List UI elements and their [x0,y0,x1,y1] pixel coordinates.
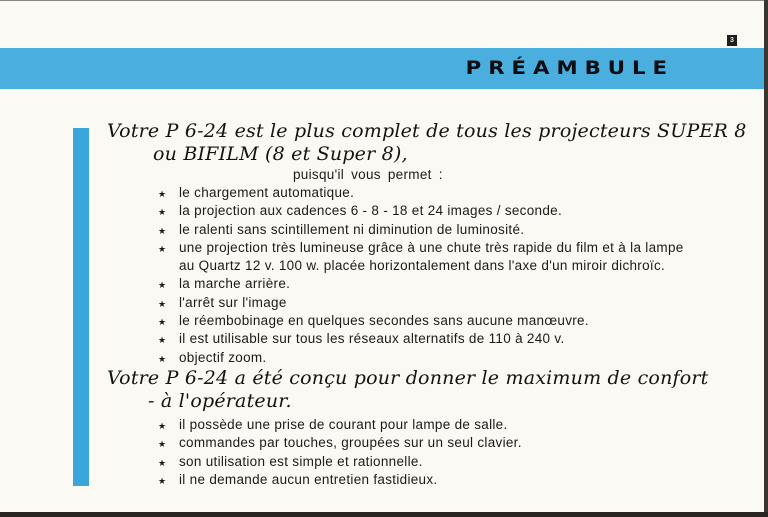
star-bullet-icon: ★ [158,421,167,431]
star-bullet-icon: ★ [158,225,167,236]
star-bullet-icon: ★ [158,335,167,346]
block1-intro: puisqu'il vous permet : [293,167,443,182]
list-item [158,239,684,276]
list-item-text: le réembobinage en quelques secondes sans aucune manœuvre. [179,313,589,329]
star-bullet-icon: ★ [158,439,167,450]
list-item [158,453,522,471]
block1-heading-line1: Votre P 6-24 est le plus complet de tous les projecteurs SUPER 8 [107,120,747,142]
list-item-text-continuation: au Quartz 12 v. 100 w. placée horizontalement dans l'axe d'un miroir dichroïc. [179,258,666,274]
star-bullet-icon: ★ [158,457,167,468]
list-item [158,275,684,293]
list-item [158,221,684,239]
list-item-text: il est utilisable sur tous les réseaux alternatifs de 110 à 240 v. [179,331,565,347]
block1-heading-line2: ou BIFILM (8 et Super 8), [153,143,408,165]
star-bullet-icon: ★ [158,298,167,309]
list-item-text: l'arrêt sur l'image [179,294,287,310]
list-item [158,416,522,434]
block2-feature-list [158,416,522,489]
list-item-text: il ne demande aucun entretien fastidieux. [179,471,438,487]
list-item-text: son utilisation est simple et rationnelle. [179,453,423,469]
list-item-text: objectif zoom. [179,349,267,365]
page-number: 3 [727,35,737,46]
block1-feature-list [158,184,684,367]
list-item-text: la projection aux cadences 6 - 8 - 18 et 24 images / seconde. [179,203,563,219]
star-bullet-icon: ★ [158,207,167,218]
page-right-edge [764,0,768,517]
list-item [158,312,684,330]
list-item [158,330,684,348]
list-item-text: le ralenti sans scintillement ni diminution de luminosité. [179,221,525,237]
list-item [158,184,684,202]
list-item-text: une projection très lumineuse grâce à une chute très rapide du film et à la lampe [179,239,684,255]
decorative-side-bar [73,128,89,486]
list-item-text: le chargement automatique. [179,185,355,200]
list-item-text: la marche arrière. [179,276,291,292]
list-item [158,294,684,312]
star-bullet-icon: ★ [158,317,167,328]
star-bullet-icon: ★ [158,353,167,364]
list-item [158,349,684,367]
list-item-text: commandes par touches, groupées sur un seul clavier. [179,435,522,451]
list-item [158,202,684,220]
star-bullet-icon: ★ [158,243,167,254]
list-item [158,471,522,489]
list-item [158,434,522,452]
list-item-text: il possède une prise de courant pour lampe de salle. [179,417,508,432]
star-bullet-icon: ★ [158,475,167,486]
block2-heading-line1: Votre P 6-24 a été conçu pour donner le maximum de confort [107,367,709,389]
block2-heading-line2: - à l'opérateur. [148,390,292,412]
star-bullet-icon: ★ [158,280,167,291]
star-bullet-icon: ★ [158,189,167,199]
page-bottom-edge [0,512,768,517]
section-title: PRÉAMBULE [465,57,674,79]
section-header-band [0,48,764,89]
